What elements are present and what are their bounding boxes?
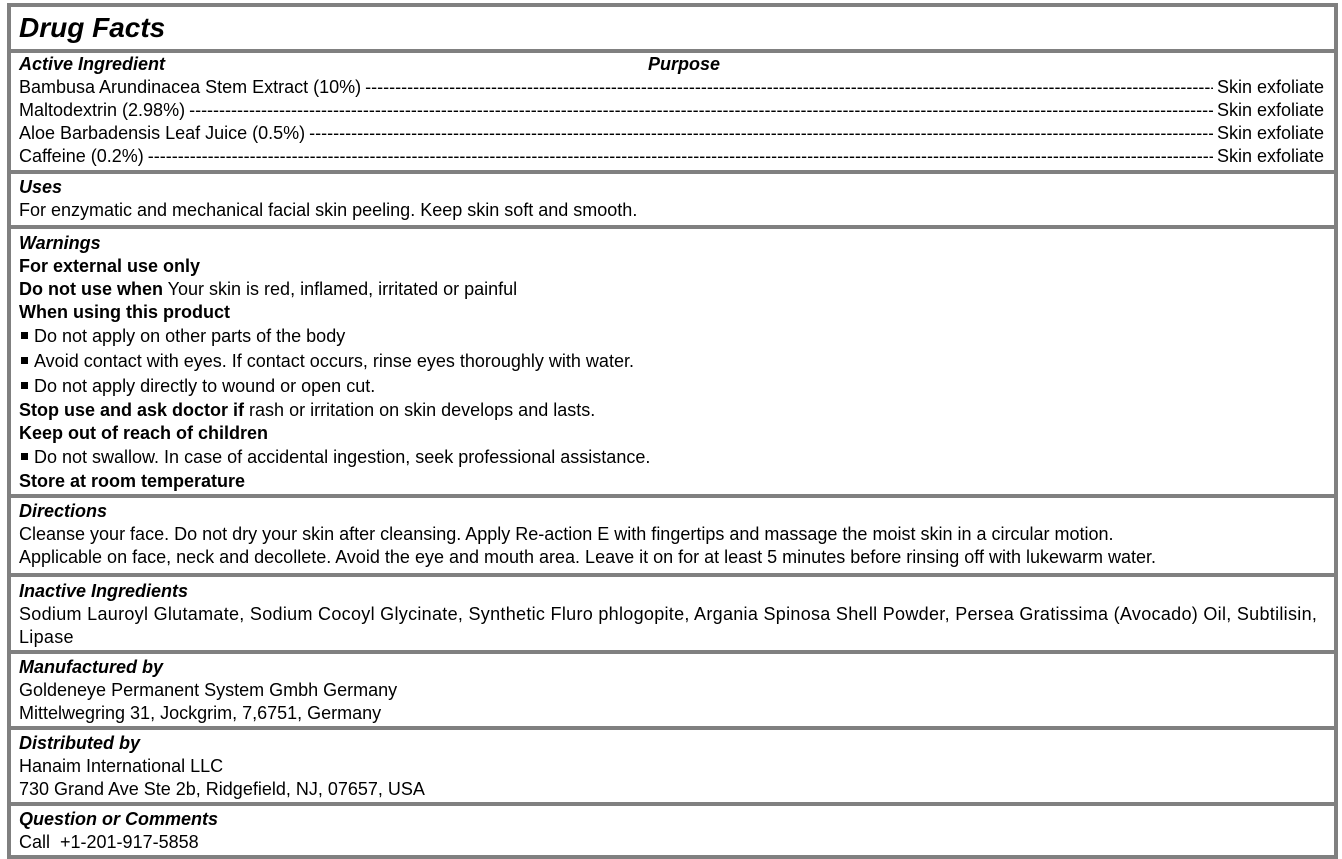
do-not-use-label: Do not use when: [19, 279, 163, 299]
phone-text: Call +1-201-917-5858: [19, 832, 199, 852]
manufacturer-name: Goldeneye Permanent System Gmbh Germany: [19, 680, 398, 700]
warnings-section: [11, 225, 1334, 494]
ingredient-purpose: Skin exfoliate: [1216, 100, 1324, 120]
ingredient-row: [19, 76, 1326, 99]
list-item: [19, 374, 1326, 399]
title-section: [11, 7, 1334, 49]
ingredient-purpose: Skin exfoliate: [1216, 146, 1324, 166]
leader-dashes: [365, 76, 1213, 99]
active-ingredient-heading: Active Ingredient: [19, 54, 166, 74]
purpose-heading: Purpose: [648, 54, 721, 74]
directions-section: [11, 494, 1334, 573]
distributor-name: Hanaim International LLC: [19, 756, 224, 776]
ingredient-name: Maltodextrin (2.98%): [19, 100, 186, 120]
uses-text: For enzymatic and mechanical facial skin peeling. Keep skin soft and smooth.: [19, 200, 638, 220]
ingredient-name: Caffeine (0.2%): [19, 146, 144, 166]
manufacturer-address: Mittelwegring 31, Jockgrim, 7,6751, Germany: [19, 703, 382, 723]
ingredient-name: Aloe Barbadensis Leaf Juice (0.5%): [19, 123, 306, 143]
manufactured-by-heading: Manufactured by: [19, 657, 164, 677]
when-using-label: When using this product: [19, 302, 230, 322]
inactive-ingredients-section: [11, 573, 1334, 650]
stop-use-warning: [19, 399, 1326, 422]
ingredient-row: [19, 122, 1326, 145]
list-item: [19, 349, 1326, 374]
stop-use-label: Stop use and ask doctor if: [19, 400, 245, 420]
warnings-heading: Warnings: [19, 233, 101, 253]
leader-dashes: [309, 122, 1213, 145]
do-not-use-text: Your skin is red, inflamed, irritated or painful: [163, 279, 518, 299]
ingredient-row: [19, 145, 1326, 168]
page-title: Drug Facts: [19, 12, 166, 43]
directions-line: Applicable on face, neck and decollete. Avoid the eye and mouth area. Leave it on for at least 5 minutes before rinsing off with lukewarm water.: [19, 547, 1157, 567]
list-item-text: Do not apply on other parts of the body: [34, 326, 346, 346]
list-item-text: Do not apply directly to wound or open cut.: [34, 376, 376, 396]
uses-heading: Uses: [19, 177, 63, 197]
inactive-ingredients-heading: Inactive Ingredients: [19, 581, 189, 601]
questions-heading: Question or Comments: [19, 809, 219, 829]
list-item-text: Do not swallow. In case of accidental ingestion, seek professional assistance.: [34, 447, 651, 467]
do-not-use-warning: [19, 278, 1326, 301]
list-item-text: Avoid contact with eyes. If contact occurs, rinse eyes thoroughly with water.: [34, 351, 634, 371]
uses-section: [11, 170, 1334, 225]
directions-heading: Directions: [19, 501, 108, 521]
external-use-warning: For external use only: [19, 256, 201, 276]
ingredient-purpose: Skin exfoliate: [1216, 123, 1324, 143]
drug-facts-panel: [7, 3, 1338, 859]
distributed-by-section: [11, 726, 1334, 802]
ingredient-row: [19, 99, 1326, 122]
distributor-address: 730 Grand Ave Ste 2b, Ridgefield, NJ, 07657, USA: [19, 779, 425, 799]
manufactured-by-section: [11, 650, 1334, 726]
questions-section: [11, 802, 1334, 855]
leader-dashes: [189, 99, 1213, 122]
bullet-square-icon: [21, 357, 28, 364]
storage-text: Store at room temperature: [19, 471, 246, 491]
bullet-square-icon: [21, 453, 28, 460]
active-ingredients-section: [11, 49, 1334, 170]
list-item: [19, 324, 1326, 349]
ingredient-purpose: Skin exfoliate: [1216, 77, 1324, 97]
inactive-ingredients-text: Sodium Lauroyl Glutamate, Sodium Cocoyl Glycinate, Synthetic Fluro phlogopite, Argania Spinosa Shell Powder, Persea Gratissima (Avocado) Oil, Subtilisin, Lipase: [19, 604, 1318, 647]
leader-dashes: [148, 145, 1213, 168]
list-item: [19, 445, 1326, 470]
keep-out-label: Keep out of reach of children: [19, 423, 269, 443]
directions-line: Cleanse your face. Do not dry your skin after cleansing. Apply Re-action E with fingertips and massage the moist skin in a circular motion.: [19, 524, 1114, 544]
distributed-by-heading: Distributed by: [19, 733, 141, 753]
active-ingredients-header: [19, 53, 1326, 76]
ingredient-name: Bambusa Arundinacea Stem Extract (10%): [19, 77, 362, 97]
bullet-square-icon: [21, 332, 28, 339]
bullet-square-icon: [21, 382, 28, 389]
stop-use-text: rash or irritation on skin develops and lasts.: [244, 400, 596, 420]
